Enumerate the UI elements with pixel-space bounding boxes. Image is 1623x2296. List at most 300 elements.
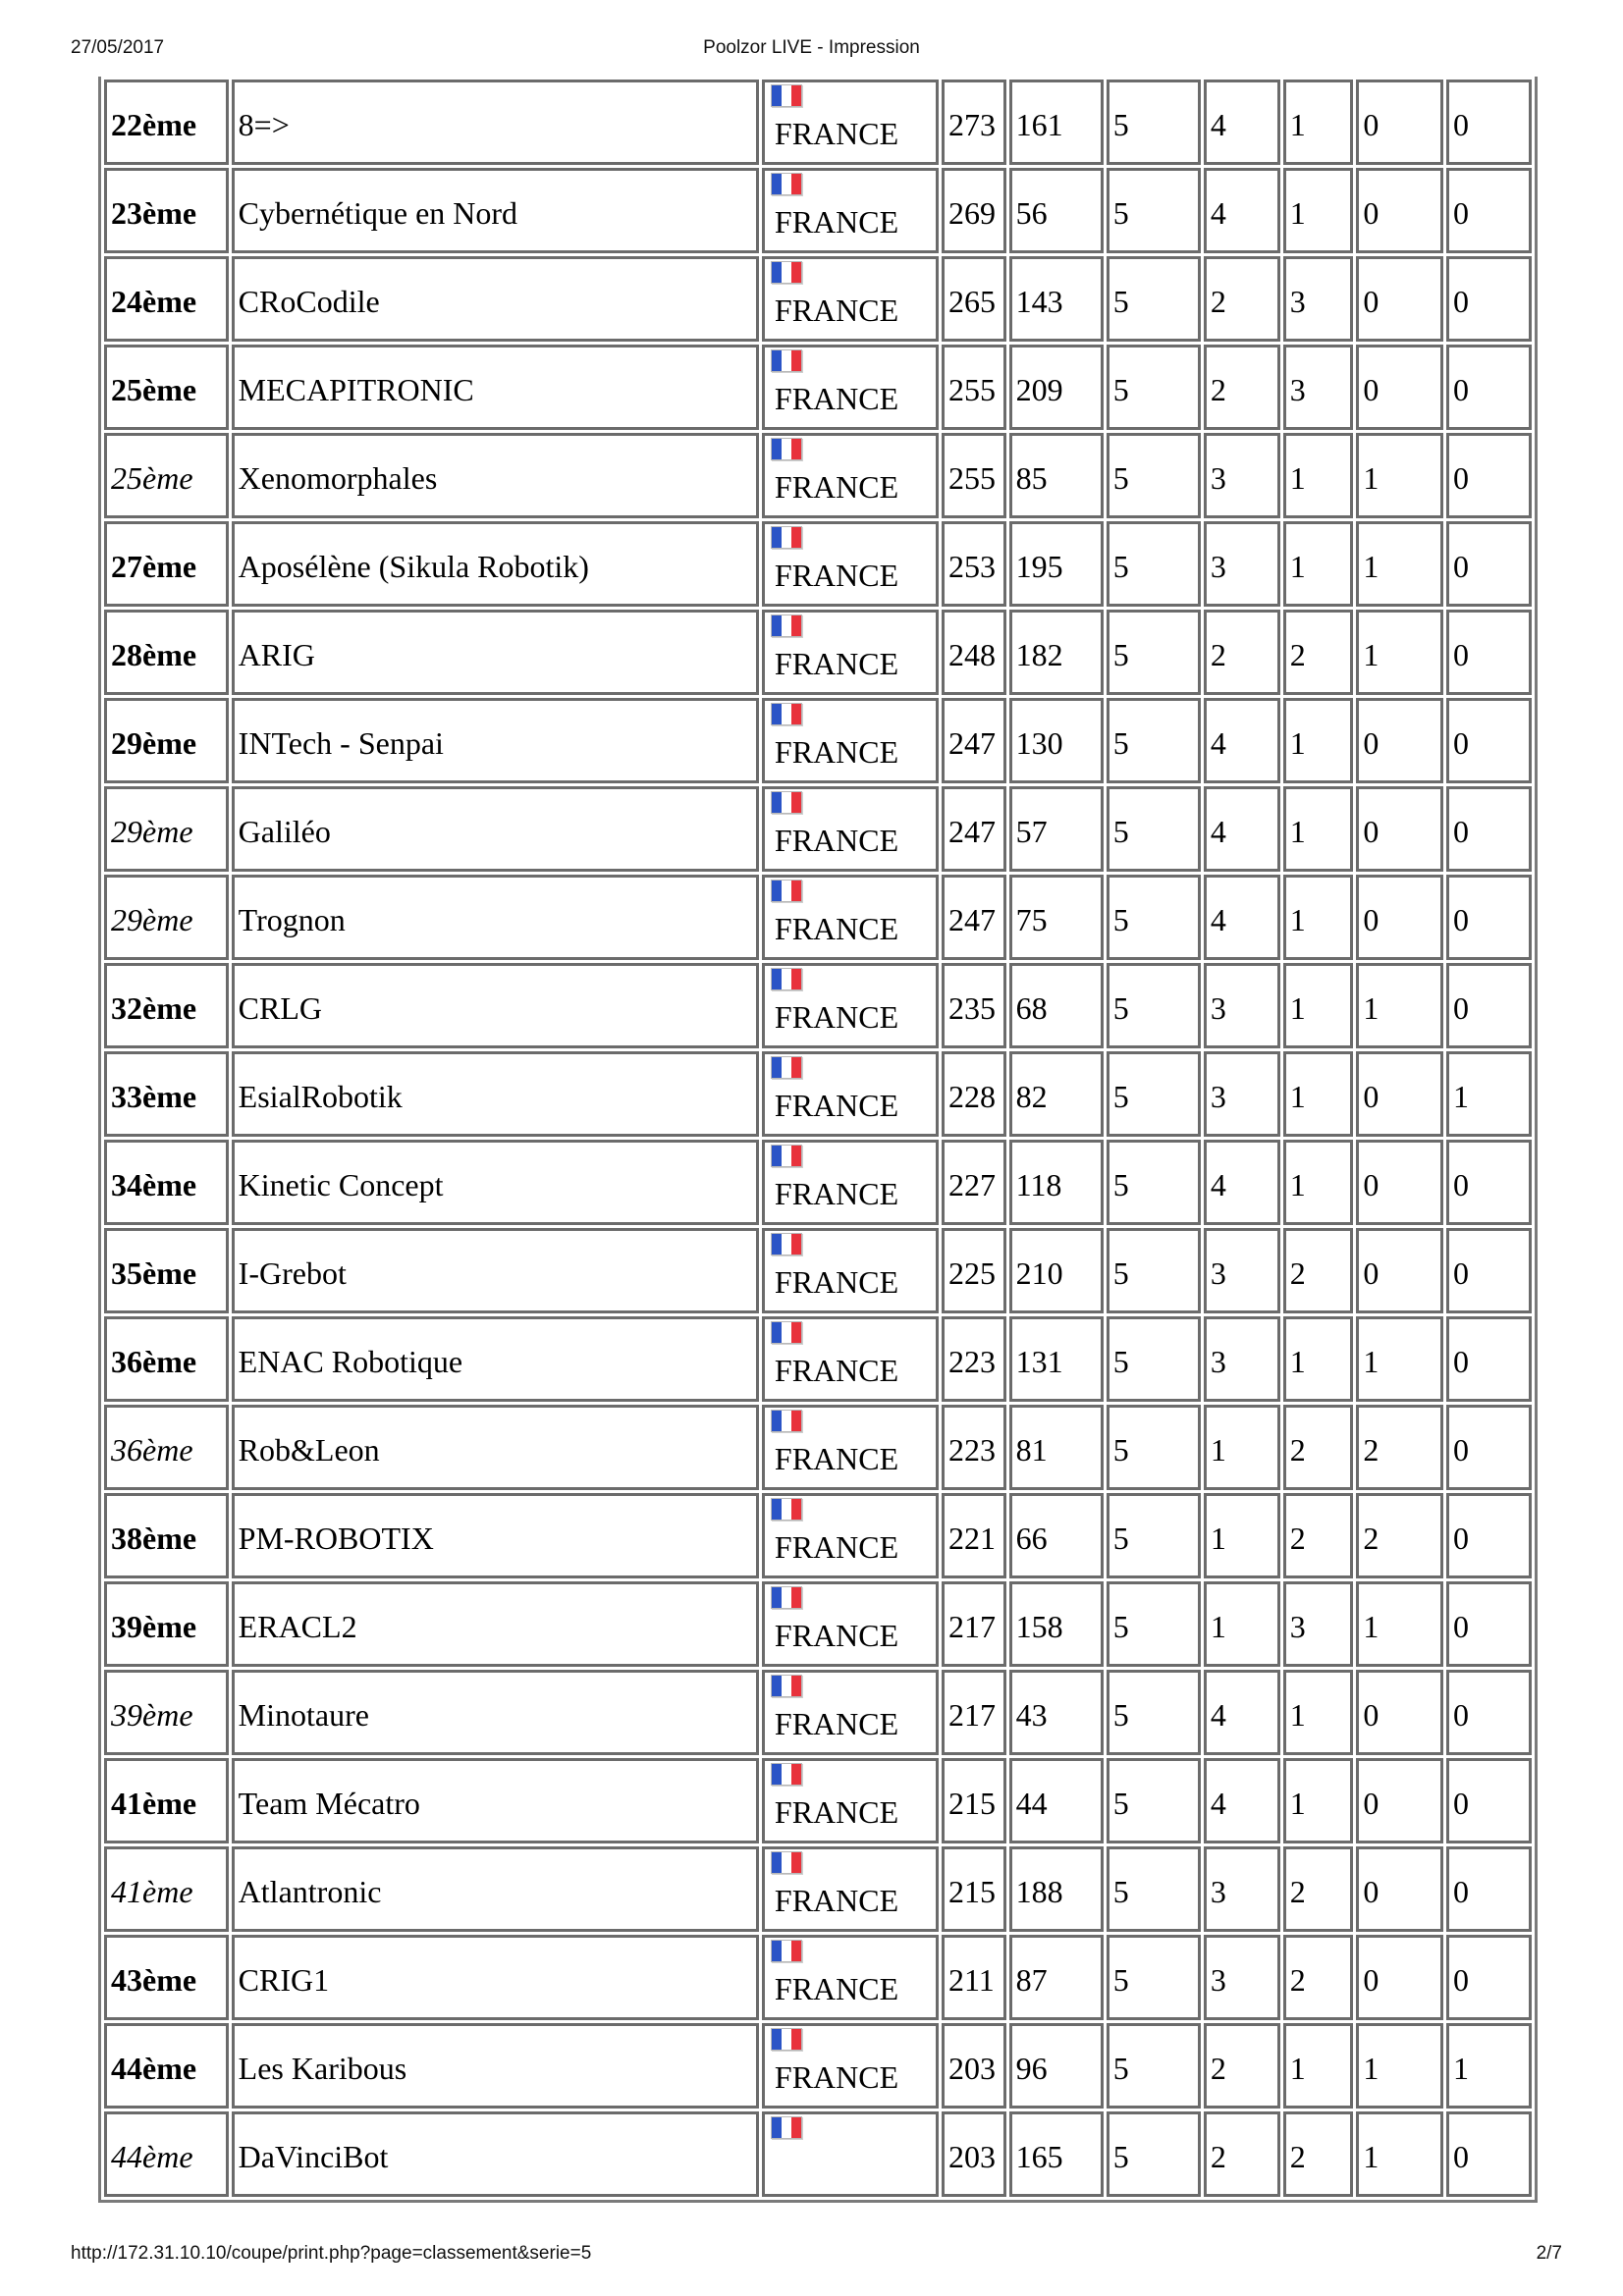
stat-cell-c3: 5 (1107, 1935, 1201, 2020)
stat-cell-c5: 2 (1283, 1493, 1354, 1578)
stat-cell-c4: 3 (1204, 963, 1280, 1048)
country-cell (762, 256, 939, 342)
stat-cell-c4: 3 (1204, 433, 1280, 518)
team-name-cell: CRLG (232, 963, 759, 1048)
stat-cell-c6: 0 (1356, 256, 1443, 342)
stat-cell-c3: 5 (1107, 963, 1201, 1048)
rank-cell: 35ème (104, 1228, 229, 1313)
rank-cell: 36ème (104, 1316, 229, 1402)
stat-cell-c7: 0 (1446, 1316, 1532, 1402)
stat-cell-c1: 248 (942, 610, 1006, 695)
country-name: FRANCE (774, 204, 899, 240)
table-row (104, 1316, 1532, 1402)
stat-cell-c6: 0 (1356, 1051, 1443, 1137)
rank-cell: 44ème (104, 2111, 229, 2197)
stat-cell-c2: 81 (1009, 1405, 1104, 1490)
stat-cell-c6: 0 (1356, 1935, 1443, 2020)
stat-cell-c5: 1 (1283, 80, 1354, 165)
stat-cell-c2: 82 (1009, 1051, 1104, 1137)
table-row (104, 256, 1532, 342)
stat-cell-c1: 223 (942, 1405, 1006, 1490)
france-flag-icon (771, 968, 802, 990)
rank-cell: 23ème (104, 168, 229, 253)
france-flag-icon (771, 1940, 802, 1962)
country-cell (762, 80, 939, 165)
stat-cell-c2: 75 (1009, 875, 1104, 960)
table-row (104, 345, 1532, 430)
stat-cell-c1: 247 (942, 786, 1006, 872)
team-name-cell: Rob&Leon (232, 1405, 759, 1490)
stat-cell-c2: 68 (1009, 963, 1104, 1048)
country-name: FRANCE (774, 911, 899, 946)
stat-cell-c2: 209 (1009, 345, 1104, 430)
stat-cell-c1: 255 (942, 345, 1006, 430)
country-name: FRANCE (774, 1883, 899, 1918)
page-url: http://172.31.10.10/coupe/print.php?page=classement&serie=5 (71, 2243, 592, 2264)
team-name-cell: Trognon (232, 875, 759, 960)
table-row (104, 1493, 1532, 1578)
stat-cell-c1: 269 (942, 168, 1006, 253)
stat-cell-c4: 4 (1204, 698, 1280, 783)
stat-cell-c2: 85 (1009, 433, 1104, 518)
stat-cell-c3: 5 (1107, 2023, 1201, 2109)
stat-cell-c6: 0 (1356, 1846, 1443, 1932)
stat-cell-c4: 3 (1204, 1935, 1280, 2020)
stat-cell-c4: 4 (1204, 1758, 1280, 1843)
stat-cell-c1: 235 (942, 963, 1006, 1048)
country-name: FRANCE (774, 823, 899, 858)
france-flag-icon (771, 703, 802, 725)
rank-cell: 38ème (104, 1493, 229, 1578)
stat-cell-c3: 5 (1107, 1405, 1201, 1490)
stat-cell-c7: 0 (1446, 1140, 1532, 1225)
stat-cell-c5: 1 (1283, 698, 1354, 783)
stat-cell-c5: 1 (1283, 1140, 1354, 1225)
print-header (0, 37, 1623, 67)
stat-cell-c3: 5 (1107, 521, 1201, 607)
stat-cell-c3: 5 (1107, 80, 1201, 165)
stat-cell-c5: 2 (1283, 610, 1354, 695)
rank-cell: 33ème (104, 1051, 229, 1137)
stat-cell-c4: 4 (1204, 1670, 1280, 1755)
stat-cell-c7: 0 (1446, 1670, 1532, 1755)
stat-cell-c2: 96 (1009, 2023, 1104, 2109)
rank-cell: 34ème (104, 1140, 229, 1225)
stat-cell-c4: 3 (1204, 1051, 1280, 1137)
stat-cell-c1: 273 (942, 80, 1006, 165)
team-name-cell: ARIG (232, 610, 759, 695)
stat-cell-c2: 87 (1009, 1935, 1104, 2020)
rank-cell: 39ème (104, 1670, 229, 1755)
stat-cell-c7: 1 (1446, 2023, 1532, 2109)
france-flag-icon (771, 2116, 802, 2139)
stat-cell-c1: 225 (942, 1228, 1006, 1313)
team-name-cell: Team Mécatro (232, 1758, 759, 1843)
stat-cell-c4: 4 (1204, 875, 1280, 960)
stat-cell-c2: 182 (1009, 610, 1104, 695)
france-flag-icon (771, 1056, 802, 1079)
country-cell (762, 1758, 939, 1843)
table-row (104, 698, 1532, 783)
stat-cell-c6: 1 (1356, 521, 1443, 607)
stat-cell-c3: 5 (1107, 786, 1201, 872)
france-flag-icon (771, 261, 802, 284)
stat-cell-c3: 5 (1107, 1758, 1201, 1843)
table-row (104, 1405, 1532, 1490)
stat-cell-c5: 3 (1283, 345, 1354, 430)
stat-cell-c4: 2 (1204, 256, 1280, 342)
france-flag-icon (771, 1851, 802, 1874)
rank-cell: 39ème (104, 1581, 229, 1667)
stat-cell-c7: 0 (1446, 433, 1532, 518)
country-cell (762, 698, 939, 783)
stat-cell-c3: 5 (1107, 1670, 1201, 1755)
country-cell (762, 610, 939, 695)
table-row (104, 2023, 1532, 2109)
stat-cell-c7: 0 (1446, 786, 1532, 872)
stat-cell-c2: 143 (1009, 256, 1104, 342)
stat-cell-c7: 0 (1446, 1405, 1532, 1490)
stat-cell-c1: 228 (942, 1051, 1006, 1137)
stat-cell-c7: 0 (1446, 1228, 1532, 1313)
france-flag-icon (771, 84, 802, 107)
stat-cell-c5: 3 (1283, 256, 1354, 342)
stat-cell-c4: 4 (1204, 80, 1280, 165)
stat-cell-c2: 161 (1009, 80, 1104, 165)
stat-cell-c3: 5 (1107, 1316, 1201, 1402)
stat-cell-c7: 0 (1446, 1493, 1532, 1578)
stat-cell-c1: 215 (942, 1846, 1006, 1932)
stat-cell-c1: 227 (942, 1140, 1006, 1225)
country-cell (762, 1228, 939, 1313)
stat-cell-c7: 0 (1446, 1935, 1532, 2020)
country-name: FRANCE (774, 1794, 899, 1830)
stat-cell-c4: 2 (1204, 2023, 1280, 2109)
stat-cell-c2: 210 (1009, 1228, 1104, 1313)
rank-cell: 27ème (104, 521, 229, 607)
stat-cell-c3: 5 (1107, 1051, 1201, 1137)
stat-cell-c1: 247 (942, 875, 1006, 960)
rank-cell: 29ème (104, 875, 229, 960)
stat-cell-c7: 0 (1446, 80, 1532, 165)
ranking-table-viewport (98, 77, 1538, 2234)
country-cell (762, 433, 939, 518)
stat-cell-c5: 1 (1283, 1316, 1354, 1402)
stat-cell-c7: 0 (1446, 345, 1532, 430)
stat-cell-c4: 3 (1204, 1846, 1280, 1932)
team-name-cell: CRoCodile (232, 256, 759, 342)
france-flag-icon (771, 438, 802, 460)
country-name: FRANCE (774, 1971, 899, 2006)
stat-cell-c3: 5 (1107, 345, 1201, 430)
table-row (104, 1935, 1532, 2020)
stat-cell-c4: 4 (1204, 786, 1280, 872)
ranking-table (98, 77, 1538, 2203)
stat-cell-c3: 5 (1107, 610, 1201, 695)
stat-cell-c6: 2 (1356, 1405, 1443, 1490)
stat-cell-c1: 265 (942, 256, 1006, 342)
table-row (104, 1581, 1532, 1667)
country-name: FRANCE (774, 1618, 899, 1653)
stat-cell-c7: 0 (1446, 1758, 1532, 1843)
rank-cell: 41ème (104, 1758, 229, 1843)
country-cell (762, 168, 939, 253)
table-row (104, 1670, 1532, 1755)
stat-cell-c7: 1 (1446, 1051, 1532, 1137)
stat-cell-c6: 0 (1356, 698, 1443, 783)
stat-cell-c5: 2 (1283, 1846, 1354, 1932)
country-cell (762, 1846, 939, 1932)
country-cell (762, 1405, 939, 1490)
france-flag-icon (771, 1233, 802, 1255)
team-name-cell: INTech - Senpai (232, 698, 759, 783)
rank-cell: 28ème (104, 610, 229, 695)
stat-cell-c1: 217 (942, 1670, 1006, 1755)
stat-cell-c1: 217 (942, 1581, 1006, 1667)
stat-cell-c1: 223 (942, 1316, 1006, 1402)
stat-cell-c5: 1 (1283, 1758, 1354, 1843)
stat-cell-c5: 2 (1283, 2111, 1354, 2197)
stat-cell-c5: 1 (1283, 1670, 1354, 1755)
stat-cell-c6: 1 (1356, 2023, 1443, 2109)
stat-cell-c1: 203 (942, 2111, 1006, 2197)
france-flag-icon (771, 2028, 802, 2051)
stat-cell-c6: 1 (1356, 433, 1443, 518)
country-cell (762, 1581, 939, 1667)
team-name-cell: MECAPITRONIC (232, 345, 759, 430)
stat-cell-c5: 1 (1283, 1051, 1354, 1137)
table-row (104, 80, 1532, 165)
team-name-cell: Cybernétique en Nord (232, 168, 759, 253)
country-cell (762, 963, 939, 1048)
team-name-cell: CRIG1 (232, 1935, 759, 2020)
stat-cell-c7: 0 (1446, 875, 1532, 960)
team-name-cell: DaVinciBot (232, 2111, 759, 2197)
stat-cell-c5: 1 (1283, 433, 1354, 518)
country-name: FRANCE (774, 1706, 899, 1741)
rank-cell: 25ème (104, 345, 229, 430)
table-row (104, 875, 1532, 960)
stat-cell-c4: 3 (1204, 1228, 1280, 1313)
france-flag-icon (771, 1763, 802, 1786)
stat-cell-c5: 1 (1283, 2023, 1354, 2109)
country-name: FRANCE (774, 1441, 899, 1476)
country-name: FRANCE (774, 734, 899, 770)
country-cell (762, 1051, 939, 1137)
rank-cell: 25ème (104, 433, 229, 518)
stat-cell-c6: 0 (1356, 875, 1443, 960)
team-name-cell: ENAC Robotique (232, 1316, 759, 1402)
stat-cell-c4: 2 (1204, 610, 1280, 695)
stat-cell-c6: 1 (1356, 2111, 1443, 2197)
stat-cell-c3: 5 (1107, 256, 1201, 342)
table-row (104, 786, 1532, 872)
stat-cell-c6: 0 (1356, 1228, 1443, 1313)
table-row (104, 1228, 1532, 1313)
country-name: FRANCE (774, 381, 899, 416)
stat-cell-c5: 1 (1283, 786, 1354, 872)
rank-cell: 24ème (104, 256, 229, 342)
stat-cell-c1: 211 (942, 1935, 1006, 2020)
team-name-cell: EsialRobotik (232, 1051, 759, 1137)
country-name: FRANCE (774, 999, 899, 1035)
stat-cell-c7: 0 (1446, 1846, 1532, 1932)
rank-cell: 44ème (104, 2023, 229, 2109)
team-name-cell: Aposélène (Sikula Robotik) (232, 521, 759, 607)
stat-cell-c3: 5 (1107, 168, 1201, 253)
stat-cell-c4: 1 (1204, 1405, 1280, 1490)
stat-cell-c2: 195 (1009, 521, 1104, 607)
country-name: FRANCE (774, 469, 899, 505)
stat-cell-c4: 1 (1204, 1581, 1280, 1667)
rank-cell: 22ème (104, 80, 229, 165)
stat-cell-c2: 118 (1009, 1140, 1104, 1225)
team-name-cell: ERACL2 (232, 1581, 759, 1667)
table-row (104, 168, 1532, 253)
stat-cell-c5: 2 (1283, 1228, 1354, 1313)
france-flag-icon (771, 1498, 802, 1521)
france-flag-icon (771, 526, 802, 549)
table-row (104, 1051, 1532, 1137)
france-flag-icon (771, 349, 802, 372)
stat-cell-c6: 2 (1356, 1493, 1443, 1578)
ranking-rows (104, 80, 1532, 2197)
country-name: FRANCE (774, 293, 899, 328)
stat-cell-c7: 0 (1446, 610, 1532, 695)
team-name-cell: I-Grebot (232, 1228, 759, 1313)
country-name: FRANCE (774, 1353, 899, 1388)
france-flag-icon (771, 1586, 802, 1609)
country-name: FRANCE (774, 116, 899, 151)
stat-cell-c1: 247 (942, 698, 1006, 783)
stat-cell-c1: 255 (942, 433, 1006, 518)
team-name-cell: Atlantronic (232, 1846, 759, 1932)
stat-cell-c7: 0 (1446, 963, 1532, 1048)
france-flag-icon (771, 880, 802, 902)
print-date: 27/05/2017 (71, 37, 165, 58)
stat-cell-c7: 0 (1446, 168, 1532, 253)
stat-cell-c2: 165 (1009, 2111, 1104, 2197)
country-cell (762, 1493, 939, 1578)
country-cell (762, 1140, 939, 1225)
team-name-cell: Kinetic Concept (232, 1140, 759, 1225)
rank-cell: 29ème (104, 698, 229, 783)
stat-cell-c5: 1 (1283, 168, 1354, 253)
table-row (104, 1140, 1532, 1225)
stat-cell-c6: 1 (1356, 1316, 1443, 1402)
stat-cell-c7: 0 (1446, 521, 1532, 607)
country-cell (762, 1316, 939, 1402)
stat-cell-c4: 2 (1204, 2111, 1280, 2197)
stat-cell-c2: 44 (1009, 1758, 1104, 1843)
stat-cell-c2: 158 (1009, 1581, 1104, 1667)
country-cell (762, 345, 939, 430)
stat-cell-c6: 0 (1356, 345, 1443, 430)
rank-cell: 29ème (104, 786, 229, 872)
stat-cell-c5: 3 (1283, 1581, 1354, 1667)
print-footer (0, 2243, 1623, 2272)
team-name-cell: Xenomorphales (232, 433, 759, 518)
stat-cell-c3: 5 (1107, 1846, 1201, 1932)
stat-cell-c1: 253 (942, 521, 1006, 607)
stat-cell-c6: 0 (1356, 786, 1443, 872)
table-row (104, 1846, 1532, 1932)
rank-cell: 36ème (104, 1405, 229, 1490)
stat-cell-c5: 1 (1283, 875, 1354, 960)
country-name: FRANCE (774, 646, 899, 681)
stat-cell-c2: 43 (1009, 1670, 1104, 1755)
stat-cell-c6: 0 (1356, 168, 1443, 253)
stat-cell-c4: 4 (1204, 168, 1280, 253)
stat-cell-c5: 2 (1283, 1405, 1354, 1490)
country-name: FRANCE (774, 558, 899, 593)
country-name: FRANCE (774, 1264, 899, 1300)
stat-cell-c6: 1 (1356, 1581, 1443, 1667)
stat-cell-c6: 0 (1356, 1140, 1443, 1225)
table-row (104, 521, 1532, 607)
stat-cell-c3: 5 (1107, 1228, 1201, 1313)
team-name-cell: PM-ROBOTIX (232, 1493, 759, 1578)
stat-cell-c1: 215 (942, 1758, 1006, 1843)
stat-cell-c6: 1 (1356, 610, 1443, 695)
france-flag-icon (771, 1321, 802, 1344)
country-cell (762, 2111, 939, 2197)
stat-cell-c3: 5 (1107, 2111, 1201, 2197)
france-flag-icon (771, 1675, 802, 1697)
france-flag-icon (771, 173, 802, 195)
rank-cell: 41ème (104, 1846, 229, 1932)
table-row (104, 1758, 1532, 1843)
table-row (104, 963, 1532, 1048)
stat-cell-c3: 5 (1107, 875, 1201, 960)
table-row (104, 433, 1532, 518)
country-name: FRANCE (774, 2059, 899, 2095)
country-name: FRANCE (774, 1176, 899, 1211)
table-row (104, 2111, 1532, 2197)
france-flag-icon (771, 1410, 802, 1432)
stat-cell-c2: 57 (1009, 786, 1104, 872)
stat-cell-c5: 1 (1283, 521, 1354, 607)
team-name-cell: 8=> (232, 80, 759, 165)
stat-cell-c6: 1 (1356, 963, 1443, 1048)
stat-cell-c4: 2 (1204, 345, 1280, 430)
stat-cell-c3: 5 (1107, 1140, 1201, 1225)
stat-cell-c5: 2 (1283, 1935, 1354, 2020)
team-name-cell: Minotaure (232, 1670, 759, 1755)
france-flag-icon (771, 791, 802, 814)
stat-cell-c3: 5 (1107, 1493, 1201, 1578)
stat-cell-c4: 3 (1204, 521, 1280, 607)
page-number: 2/7 (1536, 2243, 1562, 2264)
country-cell (762, 786, 939, 872)
stat-cell-c3: 5 (1107, 1581, 1201, 1667)
stat-cell-c5: 1 (1283, 963, 1354, 1048)
stat-cell-c6: 0 (1356, 1758, 1443, 1843)
stat-cell-c4: 3 (1204, 1316, 1280, 1402)
stat-cell-c7: 0 (1446, 698, 1532, 783)
stat-cell-c2: 66 (1009, 1493, 1104, 1578)
country-name: FRANCE (774, 1529, 899, 1565)
country-cell (762, 875, 939, 960)
stat-cell-c6: 0 (1356, 1670, 1443, 1755)
page-title: Poolzor LIVE - Impression (703, 37, 920, 58)
country-name: FRANCE (774, 1088, 899, 1123)
stat-cell-c1: 203 (942, 2023, 1006, 2109)
rank-cell: 43ème (104, 1935, 229, 2020)
table-row (104, 610, 1532, 695)
stat-cell-c2: 131 (1009, 1316, 1104, 1402)
stat-cell-c7: 0 (1446, 1581, 1532, 1667)
